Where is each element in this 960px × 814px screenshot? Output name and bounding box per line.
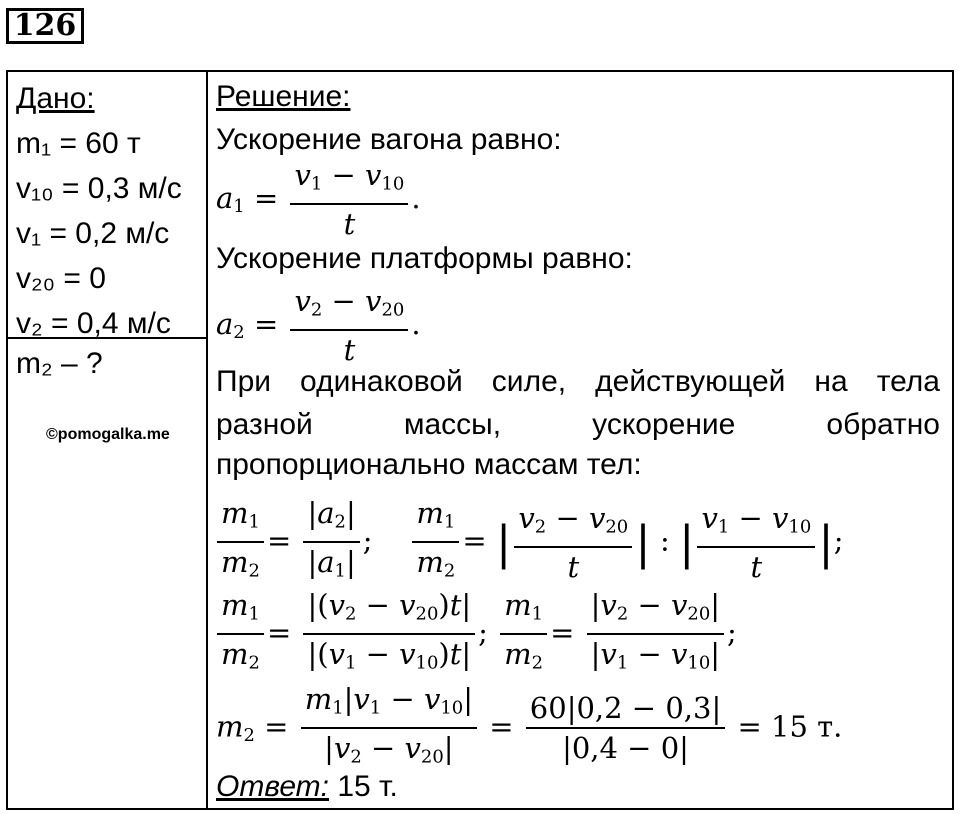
given-v10: v₁₀ = 0,3 м/с <box>16 172 182 205</box>
given-v1: v₁ = 0,2 м/с <box>16 217 170 250</box>
formula-mass-ratio-2: $\frac{m_1}{m_2}$ = $\frac{|(v_2 - v_{20})t|}{|(v_1 - v_{10})t|}$ ; $\frac{m_1}{m_2}$ = $\frac{|v_2 - v_{20}|}{|v_1 - v_{10}|}$ ; <box>214 586 737 683</box>
answer-label: Ответ: <box>216 770 329 803</box>
given-v20: v₂₀ = 0 <box>16 262 106 295</box>
answer-line <box>216 770 398 804</box>
inverse-proportion-text-end: пропорционально массам тел: <box>216 448 642 481</box>
find-m2: m₂ – ? <box>16 347 103 380</box>
value-v10: 0,3 <box>665 691 712 726</box>
wagon-acceleration-text: Ускорение вагона равно: <box>216 123 562 156</box>
formula-m2-result: $m_2$ = $\frac{m_1|v_1 - v_{10}|}{|v_2 - v_{20}|}$ = $\frac{60|0,2 - 0,3|}{|0,4 - 0|}$ = 15 т. <box>216 682 843 768</box>
value-m1: 60 <box>529 691 567 726</box>
value-v20: 0 <box>660 731 680 766</box>
inverse-proportion-text: При одинаковой силе, действующей на тела разной массы, ускорение обратно <box>216 365 940 441</box>
formula-a1: $a_1$ = $\frac{v_1 - v_{10}}{t}$ . <box>216 158 421 242</box>
answer-value: 15 т. <box>337 770 398 803</box>
watermark: ©pomogalka.me <box>46 426 170 443</box>
given-column <box>16 76 182 346</box>
formula-mass-ratio-1: $\frac{m_1}{m_2}$ = $\frac{|a_2|}{|a_1|}$ ; $\frac{m_1}{m_2}$ = | $\frac{v_2 - v_{20}}{t}$ | : | $\frac{v_1 - v_{10}}{t}$ |; <box>214 494 844 591</box>
value-v2: 0,4 <box>571 731 618 766</box>
value-result: 15 т. <box>771 709 843 744</box>
given-header: Дано: <box>16 82 95 115</box>
given-m1: m₁ = 60 т <box>16 127 141 160</box>
problem-number: 126 <box>6 8 84 44</box>
platform-acceleration-text: Ускорение платформы равно: <box>216 242 633 275</box>
formula-a2: $a_2$ = $\frac{v_2 - v_{20}}{t}$ . <box>216 284 421 368</box>
given-v2: v₂ = 0,4 м/с <box>16 307 171 340</box>
value-v1: 0,2 <box>576 691 623 726</box>
solution-header: Решение: <box>216 80 351 113</box>
column-divider <box>206 70 208 810</box>
